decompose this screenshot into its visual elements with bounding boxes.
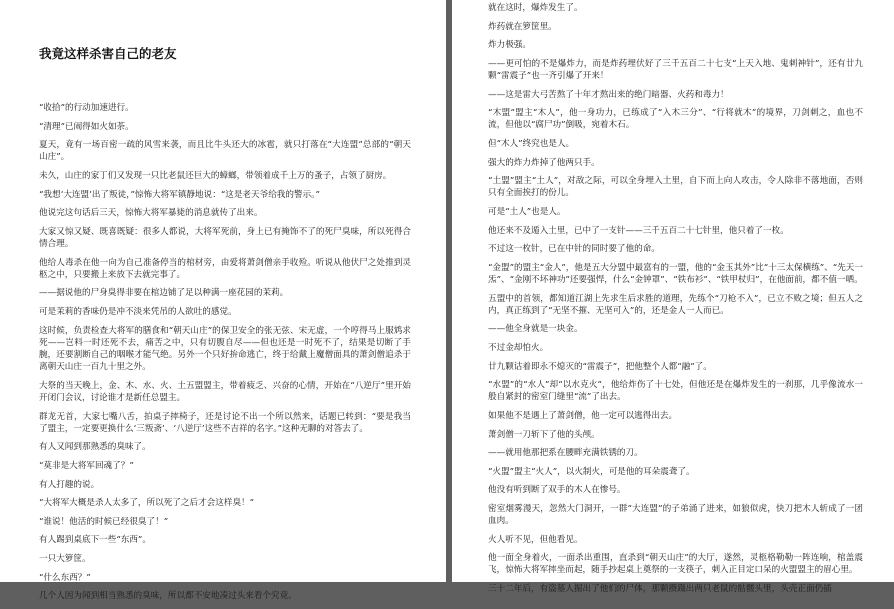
paragraph: ——更可怕的不是爆炸力，而是炸药埋伏好了三千五百二十七支“上天入地、鬼刺神针”，还有廿九颗“雷震子”也一齐引爆了开来！ — [488, 58, 863, 81]
paragraph: “金盟”的盟主“金人”，他是五大分盟中最富有的一盟，他的“金玉其外”比“十三太保横练”、“先天一炁”、“金刚不坏神功”还要强悍，什么“金钟罩”、“铁布衫”、“铁甲杖归”，在他面前，都不值一哂。 — [488, 262, 863, 285]
paragraph: 有人打趣的说。 — [39, 479, 100, 490]
paragraph: 他还来不及遁入土里，已中了一支针——三千五百二十七针里，他只着了一枚。 — [488, 225, 789, 236]
paragraph: “火盟”盟主“火人”，以火制火，可是他的耳朵震聋了。 — [488, 466, 695, 477]
paragraph: 夏天，竟有一场百密一疏的风雪来袭，而且比牛头还大的冰雹，就只打落在“大连盟”总部的“朝天山庄”。 — [39, 140, 411, 163]
paragraph: 廿九颗诂着即永不熄灭的“雷震子”，把他整个人都“融”了。 — [488, 361, 712, 372]
paragraph: 几个人因为闻到相当熟悉的臭味，所以都不安地凑过头来看个究竟。 — [39, 591, 297, 602]
paragraph: “木盟”盟主“木人”，他一身功力，已练成了“入木三分”、“行将就木”的境界，刀剑刺之，血也不流，但他以“腐尸功”倒吸，宛着木石。 — [488, 108, 863, 131]
paragraph: 如果他不是遇上了萧剑僧，他一定可以逃得出去。 — [488, 410, 678, 421]
paragraph: 他说完这句话后三天，惊怖大将军暴毙的消息就传了出来。 — [39, 208, 263, 219]
paragraph: 他没有听到断了双手的木人在惨号。 — [488, 485, 626, 496]
paragraph: ——这是雷大弓苦熬了十年才熬出来的绝门暗器、火药和毒力！ — [488, 89, 729, 100]
paragraph: 群龙无首，大家七嘴八舌，拍桌子摔椅子，还是讨论不出一个所以然来，话题已转到：“要是我当了盟主，一定要更换什么‘三叛斋’、‘八逆厅’这些不吉祥的名字。”这种无聊的对答去了。 — [39, 411, 411, 434]
paragraph: 三十二年后，有盗墓人掘出了他们的尸体，那颗攒蹑出两只老鼠的骷髅头里，头壳正面仍插 — [488, 584, 832, 595]
left-page — [0, 0, 446, 602]
paragraph: “莫非是大将军回魂了？” — [39, 460, 134, 471]
left-paragraphs — [39, 102, 411, 602]
paragraph: 不过这一枚针，已在中针的同时要了他的命。 — [488, 244, 660, 255]
paragraph: “土盟”盟主“土人”，对敌之际，可以全身埋入土里，自下而上向人攻击，令人除非不落地面，否则只有全面挨打的份儿。 — [488, 176, 863, 199]
paragraph: 有人又闻到那熟悉的臭味了。 — [39, 442, 151, 453]
paragraph: “什么东西？” — [39, 572, 91, 583]
paragraph: 可是茉莉的香味仍是冲不淡来凭吊的人欲吐的感觉。 — [39, 306, 237, 317]
paragraph: “收拾”的行动加速进行。 — [39, 103, 134, 113]
paragraph: 五盟中的首领，都知道江湖上先求生后求胜的道理，先练个“刀枪不入”，已立不败之境；但五人之内，真正练到了“无坚不摧、无坚可入”的，还是金人一人而已。 — [488, 293, 863, 316]
paragraph: 有人踢到桌底下一些“东西”。 — [39, 535, 151, 546]
paragraph: 不过金却怕火。 — [488, 342, 549, 353]
left-page-content — [39, 45, 411, 609]
paragraph: “我想‘大连盟’出了叛徒，”惊怖大将军镇静地说：“这是老天爷给我的警示。” — [39, 189, 320, 200]
paragraph: 萧剑僧一刀斩下了他的头颅。 — [488, 429, 600, 440]
paragraph: ——他全身就是一块金。 — [488, 324, 583, 335]
paragraph: ——就用他那把系在腰畔充满铁锈的刀。 — [488, 448, 643, 459]
paragraph: ——据说他的尸身臭得非要在棺边铺了足以种满一座花园的茉莉。 — [39, 288, 289, 299]
chapter-title: 我竟这样杀害自己的老友 — [39, 46, 177, 61]
paragraph: “谁说！他活的时候已经很臭了！” — [39, 516, 169, 527]
paragraph: 可是“土人”也是人。 — [488, 206, 566, 217]
right-page — [452, 0, 894, 595]
paragraph: 强大的炸力炸掉了他两只手。 — [488, 157, 600, 168]
paragraph: “大将军大概是杀人太多了，所以死了之后才会这样臭！” — [39, 498, 255, 509]
paragraph: “水盟”的“水人”却“以水克火”，他给炸伤了十七处，但他还是在爆炸发生的一刹那，几乎像流水一般自紧封的密室门缝里“流”了出去。 — [488, 380, 863, 403]
paragraph: 他给人毒杀在他一向为自己准备停当的棺材旁，由爱将萧剑僧亲手收殓。听说从他伏尸之处推到灵柩之中，只要搬上来放下去就完事了。 — [39, 257, 411, 280]
paragraph: 他一面全身着火，一面杀出重围，直杀到“朝天山庄”的大厅，遂然，灵柩格勒勒一阵连响，棺盖震飞，惊怖大将军摔坐而起，随手抄起桌上奠祭的一支筷子，刺入正目定口呆的火盟盟主的眉心里。 — [488, 553, 863, 576]
right-page-content — [488, 2, 863, 602]
paragraph: 一只大箩筐。 — [39, 553, 91, 564]
paragraph: 密室烟雾漫天，忽然大门洞开，一群“大连盟”的子弟涌了进来，如狼似虎，快刀把木人斩成了一团血肉。 — [488, 503, 863, 527]
paragraph: 炸力极强。 — [488, 40, 531, 51]
paragraph: 大祭的当天晚上，金、木、水、火、土五盟盟主，带着疲乏、兴奋的心情，开始在“八逆厅”里开始开闭门会议，讨论谁才是新任总盟主。 — [39, 380, 411, 403]
right-paragraphs — [488, 2, 863, 595]
paragraph: 但“木人”终究也是人。 — [488, 138, 575, 149]
paragraph: 炸药就在箩筐里。 — [488, 21, 557, 32]
paragraph: 这时候，负责检查大将军的膳食和“朝天山庄”的保卫安全的张无弦、宋无虚，一个哼得马上服鸩求死——岂料一时还死不去，痛苦之中，只有切腹自尽——但也还是一时死不了，结果是切断了手腕，还要割断自己的咽喉才能气绝。另外一个只好拚命逃亡，终于给戴上魔僧面具的萧剑僧追杀于离朝天山庄一百九十里之外。 — [39, 325, 411, 373]
paragraph: 火人听不见，但他看见。 — [488, 534, 583, 545]
paragraph: 大家又惊又疑、既喜既疑：很多人都说，大将军死前，身上已有掩饰不了的死尸臭味，所以死得合情合理。 — [39, 226, 411, 249]
paragraph: 就在这时，爆炸发生了。 — [488, 3, 583, 13]
paragraph: “清理”已闹得如火如荼。 — [39, 121, 134, 132]
paragraph: 未久，山庄的家丁们又发现一只比老鼠还巨大的蟑螂，带领着成千上万的蚤子，占领了厨房。 — [39, 170, 392, 181]
